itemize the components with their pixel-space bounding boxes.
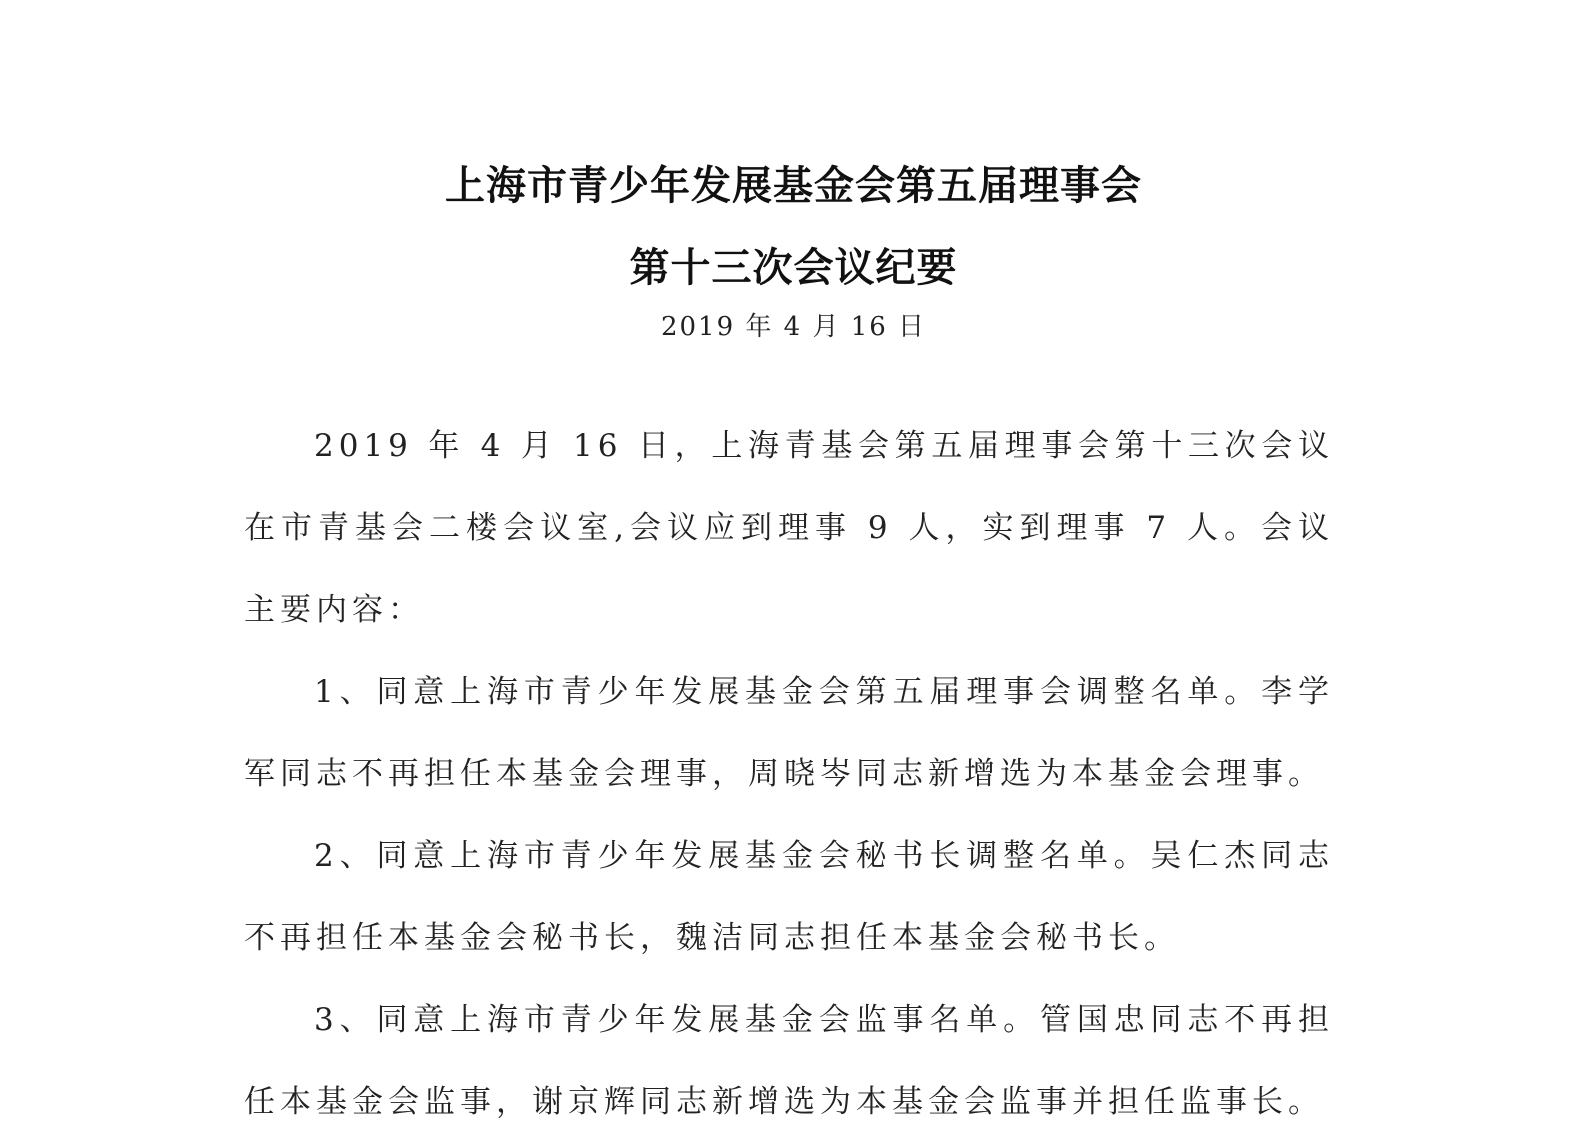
document-title-line1: 上海市青少年发展基金会第五届理事会	[445, 163, 1142, 209]
document-body	[244, 405, 1334, 1143]
document-date: 2019 年 4 月 16 日	[660, 312, 927, 342]
paragraph-item-3: 3、同意上海市青少年发展基金会监事名单。管国忠同志不再担任本基金会监事，谢京辉同志新增选为本基金会监事并担任监事长。	[244, 1002, 1334, 1120]
paragraph-item-1: 1、同意上海市青少年发展基金会第五届理事会调整名单。李学军同志不再担任本基金会理事，周晓岑同志新增选为本基金会理事。	[244, 674, 1334, 792]
paragraph-item-2: 2、同意上海市青少年发展基金会秘书长调整名单。吴仁杰同志不再担任本基金会秘书长，魏洁同志担任本基金会秘书长。	[244, 838, 1334, 956]
document-title-line2: 第十三次会议纪要	[629, 245, 958, 291]
paragraph-intro: 2019 年 4 月 16 日，上海青基会第五届理事会第十三次会议在市青基会二楼会议室,会议应到理事 9 人，实到理事 7 人。会议主要内容：	[244, 428, 1334, 628]
